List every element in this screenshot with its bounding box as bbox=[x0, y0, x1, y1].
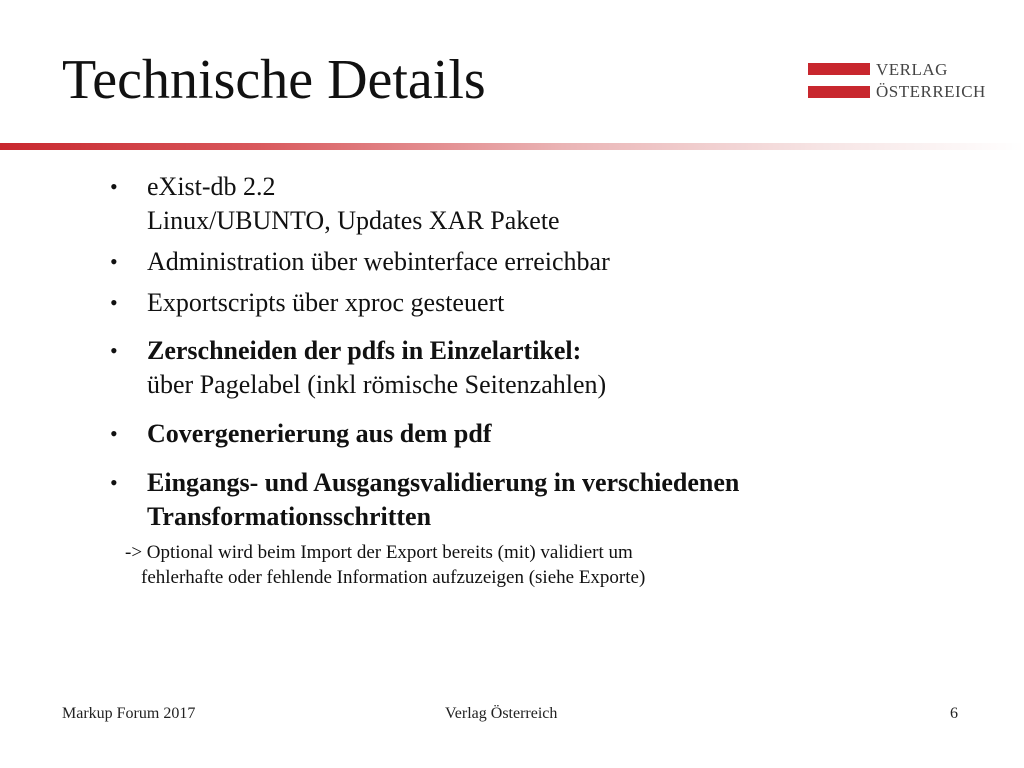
bullet-dot: • bbox=[110, 174, 118, 199]
footer-publisher: Verlag Österreich bbox=[445, 705, 558, 722]
verlag-oesterreich-logo bbox=[808, 60, 986, 104]
footer-event: Markup Forum 2017 bbox=[62, 705, 196, 722]
bullet-item bbox=[110, 170, 990, 238]
bullet-text: Exportscripts über xproc gesteuert bbox=[147, 288, 505, 317]
logo-text-line2: ÖSTERREICH bbox=[876, 82, 986, 101]
bullet-text: Eingangs- und Ausgangsvalidierung in verschiedenen Transformationsschritten bbox=[147, 468, 740, 531]
bullet-text: Administration über webinterface erreichbar bbox=[147, 247, 610, 276]
bullet-item bbox=[110, 466, 990, 534]
page-number: 6 bbox=[950, 705, 958, 722]
logo-bar-top bbox=[808, 63, 870, 75]
title-divider bbox=[0, 143, 1024, 150]
bullet-content bbox=[110, 170, 990, 590]
bullet-dot: • bbox=[110, 249, 118, 274]
bullet-subtext: Linux/UBUNTO, Updates XAR Pakete bbox=[147, 206, 560, 235]
logo-bar-bottom bbox=[808, 86, 870, 98]
bullet-text: eXist-db 2.2 bbox=[147, 172, 276, 201]
bullet-dot: • bbox=[110, 290, 118, 315]
bullet-dot: • bbox=[110, 421, 118, 446]
bullet-item bbox=[110, 245, 990, 279]
bullet-item bbox=[110, 286, 990, 320]
logo-text-line1: VERLAG bbox=[876, 60, 948, 79]
slide-title: Technische Details bbox=[62, 49, 486, 111]
bullet-dot: • bbox=[110, 338, 118, 363]
bullet-list bbox=[110, 170, 990, 534]
bullet-text: Covergenerierung aus dem pdf bbox=[147, 419, 492, 448]
bullet-dot: • bbox=[110, 470, 118, 495]
bullet-item bbox=[110, 417, 990, 451]
bullet-subtext: über Pagelabel (inkl römische Seitenzahlen) bbox=[147, 370, 607, 399]
bullet-text: Zerschneiden der pdfs in Einzelartikel: bbox=[147, 336, 582, 365]
validation-note bbox=[125, 540, 990, 590]
bullet-item bbox=[110, 334, 990, 402]
note-line-2: fehlerhafte oder fehlende Information aufzuzeigen (siehe Exporte) bbox=[141, 567, 646, 588]
note-line-1: -> Optional wird beim Import der Export bereits (mit) validiert um bbox=[125, 542, 633, 563]
